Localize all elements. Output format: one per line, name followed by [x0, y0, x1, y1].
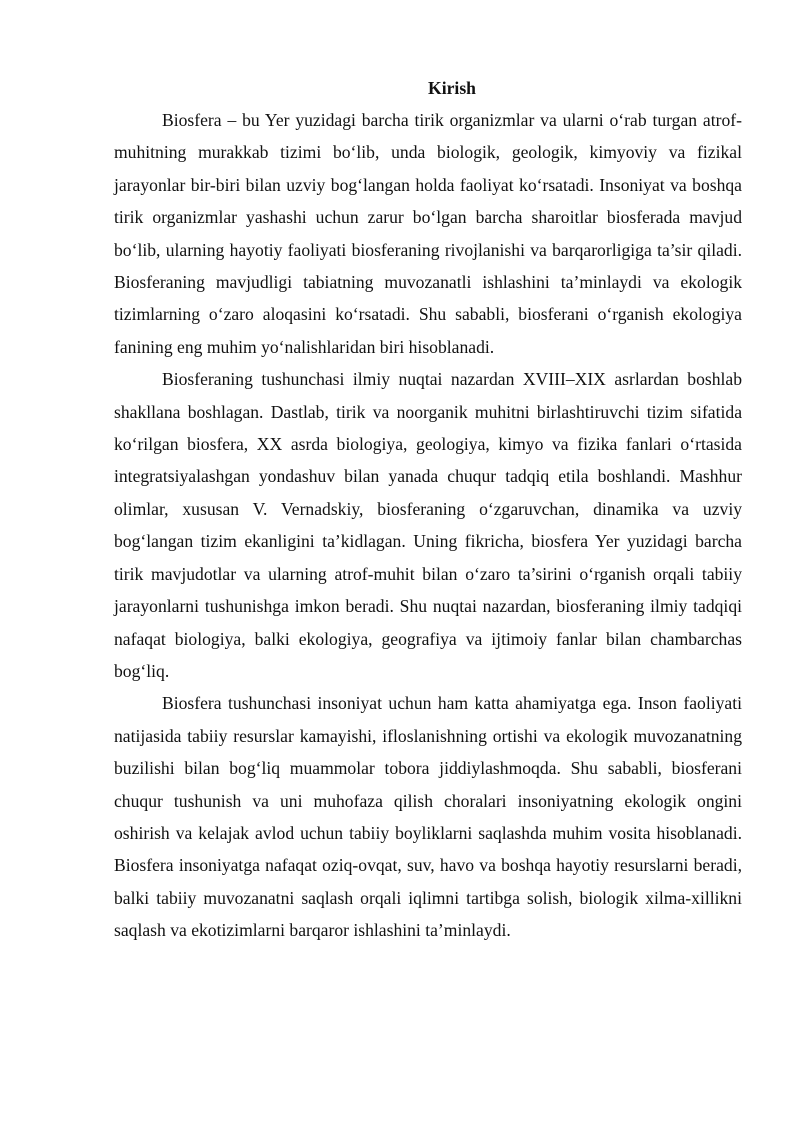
paragraph-1: Biosfera – bu Yer yuzidagi barcha tirik organizmlar va ularni o‘rab turgan atrof-muhitning murakkab tizimi bo‘lib, unda biologik, geologik, kimyoviy va fizikal jarayonlar bir-biri bilan uzviy bog‘langan holda faoliyat ko‘rsatadi. Insoniyat va boshqa tirik organizmlar yashashi uchun zarur bo‘lgan barcha sharoitlar biosferada mavjud bo‘lib, ularning hayotiy faoliyati biosferaning rivojlanishi va barqarorligiga ta’sir qiladi. Biosferaning mavjudligi tabiatning muvozanatli ishlashini ta’minlaydi va ekologik tizimlarning o‘zaro aloqasini ko‘rsatadi. Shu sababli, biosferani o‘rganish ekologiya fanining eng muhim yo‘nalishlaridan biri hisoblanadi. [114, 110, 742, 357]
section-title: Kirish [428, 78, 476, 98]
paragraph-3: Biosfera tushunchasi insoniyat uchun ham katta ahamiyatga ega. Inson faoliyati natijasida tabiiy resurslar kamayishi, ifloslanishning ortishi va ekologik muvozanatning buzilishi bilan bog‘liq muammolar tobora jiddiylashmoqda. Shu sababli, biosferani chuqur tushunish va uni muhofaza qilish choralari insoniyatning ekologik ongini oshirish va kelajak avlod uchun tabiiy boyliklarni saqlashda muhim vosita hisoblanadi. Biosfera insoniyatga nafaqat oziq-ovqat, suv, havo va boshqa hayotiy resurslarni beradi, balki tabiiy muvozanatni saqlash orqali iqlimni tartibga solish, biologik xilma-xillikni saqlash va ekotizimlarni barqaror ishlashini ta’minlaydi. [114, 693, 742, 941]
paragraph-2: Biosferaning tushunchasi ilmiy nuqtai nazardan XVIII–XIX asrlardan boshlab shakllana boshlagan. Dastlab, tirik va noorganik muhitni birlashtiruvchi tizim sifatida ko‘rilgan biosfera, XX asrda biologiya, geologiya, kimyo va fizika fanlari o‘rtasida integratsiyalashgan yondashuv bilan yanada chuqur tadqiq etila boshlandi. Mashhur olimlar, xususan V. Vernadskiy, biosferaning o‘zgaruvchan, dinamika va uzviy bog‘langan tizim ekanligini ta’kidlagan. Uning fikricha, biosfera Yer yuzidagi barcha tirik mavjudotlar va ularning atrof-muhit bilan o‘zaro ta’sirini o‘rganish orqali tabiiy jarayonlarni tushunishga imkon beradi. Shu nuqtai nazardan, biosferaning ilmiy tadqiqi nafaqat biologiya, balki ekologiya, geografiya va ijtimoiy fanlar bilan chambarchas bog‘liq. [114, 369, 742, 681]
document-body [114, 74, 742, 947]
